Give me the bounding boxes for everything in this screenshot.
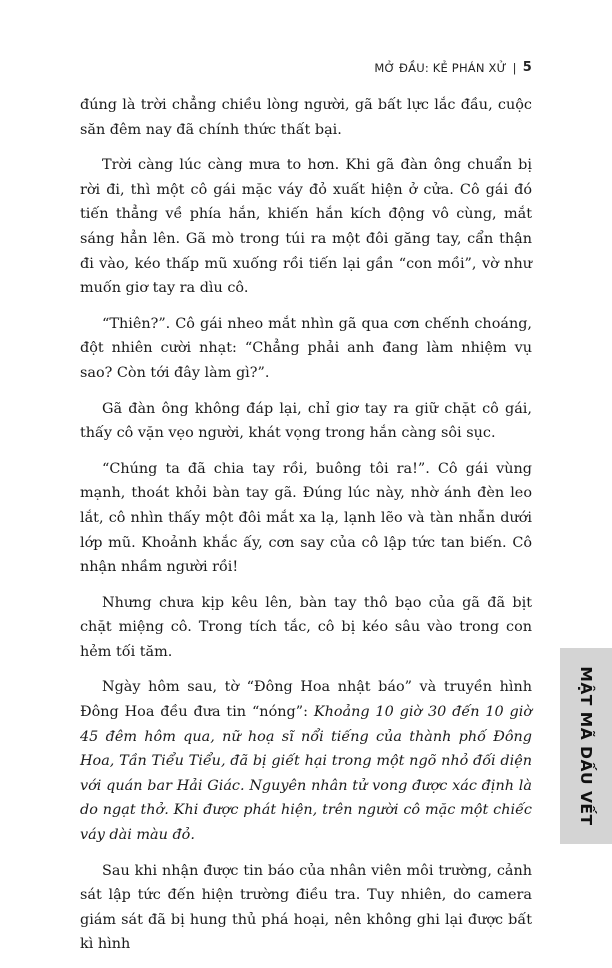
paragraph-3: “Thiên?”. Cô gái nheo mắt nhìn gã qua cơn chếnh choáng, đột nhiên cười nhạt: “Chẳng phải anh đang làm nhiệm vụ sao? Còn tới đây làm gì?”. <box>80 315 532 381</box>
chapter-title: MỞ ĐẦU: KẺ PHÁN XỬ <box>374 60 507 75</box>
running-header <box>374 60 532 75</box>
news-report: Khoảng 10 giờ 30 đến 10 giờ 45 đêm hôm qua, nữ hoạ sĩ nổi tiếng của thành phố Đông Hoa, Tần Tiểu Tiểu, đã bị giết hại trong một ngõ nhỏ đối diện với quán bar Hải Giác. Nguyên nhân tử vong được xác định là do ngạt thở. Khi được phát hiện, trên người cô mặc một chiếc váy dài màu đỏ. <box>80 704 532 844</box>
header-separator: | <box>512 60 517 75</box>
side-tab <box>560 648 612 844</box>
news-lead: Ngày hôm sau, tờ “Đông Hoa nhật báo” và truyền hình Đông Hoa đều đưa tin “nóng”: <box>80 679 532 721</box>
paragraph-5: “Chúng ta đã chia tay rồi, buông tôi ra!”. Cô gái vùng mạnh, thoát khỏi bàn tay gã. Đúng lúc này, nhờ ánh đèn leo lắt, cô nhìn thấy một đôi mắt xa lạ, lạnh lẽo và tàn nhẫn dưới lớp mũ. Khoảnh khắc ấy, cơn say của cô lập tức tan biến. Cô nhận nhầm người rồi! <box>80 460 532 576</box>
paragraph-2: Trời càng lúc càng mưa to hơn. Khi gã đàn ông chuẩn bị rời đi, thì một cô gái mặc váy đỏ xuất hiện ở cửa. Cô gái đó tiến thẳng về phía hắn, khiến hắn kích động vô cùng, mắt sáng hẳn lên. Gã mò trong túi ra một đôi găng tay, cẩn thận đi vào, kéo thấp mũ xuống rồi tiến lại gần “con mồi”, vờ như muốn giơ tay ra dìu cô. <box>80 157 532 297</box>
paragraph-last: Sau khi nhận được tin báo của nhân viên môi trường, cảnh sát lập tức đến hiện trường điều tra. Tuy nhiên, do camera giám sát đã bị hung thủ phá hoại, nên không ghi lại được bất kì hình <box>80 862 532 953</box>
paragraph-1: đúng là trời chẳng chiều lòng người, gã bất lực lắc đầu, cuộc săn đêm nay đã chính thức thất bại. <box>80 97 532 138</box>
body-text <box>80 93 532 968</box>
book-title: MẬT MÃ DẤU VẾT <box>577 666 595 826</box>
paragraph-4: Gã đàn ông không đáp lại, chỉ giơ tay ra giữ chặt cô gái, thấy cô vặn vẹo người, khát vọng trong hắn càng sôi sục. <box>80 400 532 442</box>
page-number: 5 <box>522 60 532 75</box>
news-paragraph <box>80 675 532 847</box>
paragraph-6: Nhưng chưa kịp kêu lên, bàn tay thô bạo của gã đã bịt chặt miệng cô. Trong tích tắc, cô bị kéo sâu vào trong con hẻm tối tăm. <box>80 594 532 660</box>
